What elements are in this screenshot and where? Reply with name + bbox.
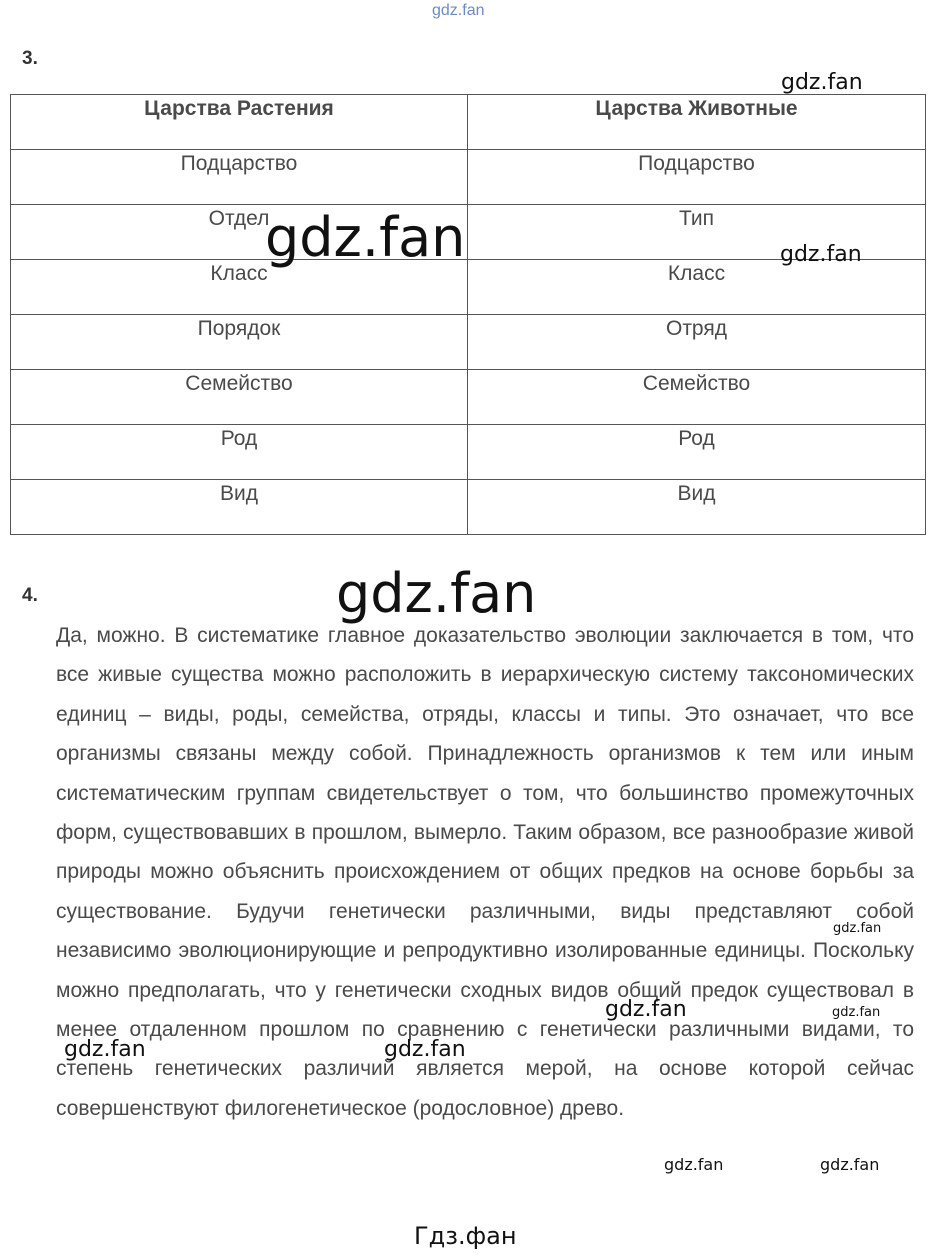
watermark: gdz.fan	[664, 1155, 724, 1174]
table-cell: Подцарство	[11, 150, 468, 205]
footer-watermark: Гдз.фан	[414, 1222, 517, 1250]
watermark: gdz.fan	[833, 921, 882, 936]
table-row	[11, 425, 926, 480]
table-cell: Семейство	[11, 370, 468, 425]
table-cell: Отряд	[468, 315, 926, 370]
table-row	[11, 260, 926, 315]
table-header-row	[11, 95, 926, 150]
top-watermark: gdz.fan	[432, 2, 485, 19]
watermark: gdz.fan	[64, 1037, 146, 1062]
table-row	[11, 480, 926, 535]
watermark: gdz.fan	[780, 242, 862, 267]
table-cell: Порядок	[11, 315, 468, 370]
table-cell: Класс	[468, 260, 926, 315]
table-cell: Вид	[468, 480, 926, 535]
table-row	[11, 150, 926, 205]
header-plants: Царства Растения	[11, 95, 468, 150]
watermark: gdz.fan	[781, 70, 863, 95]
watermark: gdz.fan	[605, 997, 687, 1022]
table-cell: Подцарство	[468, 150, 926, 205]
section-4-text: Да, можно. В систематике главное доказательство эволюции заключается в том, что все живые существа можно расположить в иерархическую систему таксономических единиц – виды, роды, семейства, отряды, классы и типы. Это означает, что все организмы связаны между собой. Принадлежность организмов к тем или иным систематическим группам свидетельствует о том, что большинство промежуточных форм, существовавших в прошлом, вымерло. Таким образом, все разнообразие живой природы можно объяснить происхождением от общих предков на основе борьбы за существование. Будучи генетически различными, виды представляют собой независимо эволюционирующие и репродуктивно изолированные единицы. Поскольку можно предполагать, что у генетически сходных видов общий предок существовал в менее отдаленном прошлом по сравнению с генетически различными видами, то степень генетических различий является мерой, на основе которой сейчас совершенствуют филогенетическое (родословное) древо.	[56, 624, 914, 1120]
section-4-number: 4.	[22, 585, 38, 606]
table-cell: Род	[11, 425, 468, 480]
table-cell: Класс	[11, 260, 468, 315]
table-cell: Отдел	[11, 205, 468, 260]
table-row	[11, 315, 926, 370]
table-cell: Вид	[11, 480, 468, 535]
section-3-number: 3.	[22, 48, 38, 69]
table-row	[11, 370, 926, 425]
watermark: gdz.fan	[265, 206, 466, 269]
watermark: gdz.fan	[820, 1155, 880, 1174]
header-animals: Царства Животные	[468, 95, 926, 150]
table-cell: Род	[468, 425, 926, 480]
watermark: gdz.fan	[832, 1005, 881, 1020]
table-cell: Семейство	[468, 370, 926, 425]
watermark: gdz.fan	[384, 1037, 466, 1062]
table-cell: Тип	[468, 205, 926, 260]
watermark: gdz.fan	[336, 562, 537, 625]
taxonomy-table	[10, 94, 926, 535]
